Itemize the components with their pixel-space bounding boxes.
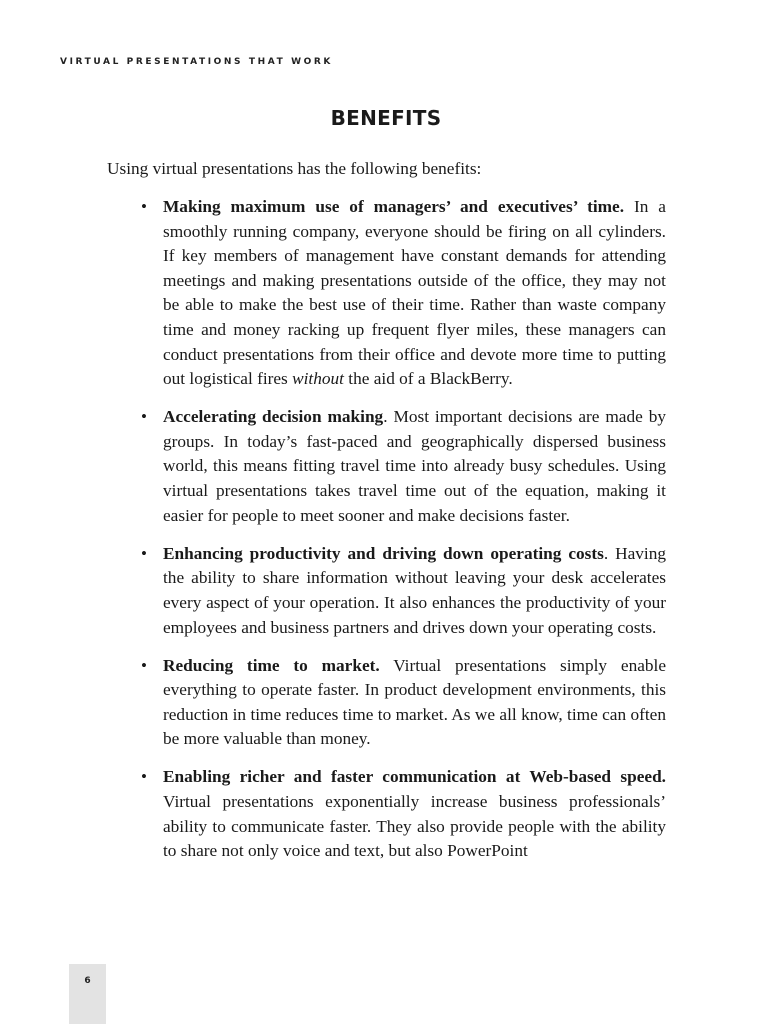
benefit-heading: Enabling richer and faster communication at Web-based speed. bbox=[163, 767, 666, 787]
benefit-body-end: the aid of a BlackBerry. bbox=[343, 369, 513, 389]
benefit-item bbox=[141, 405, 667, 528]
intro-paragraph: Using virtual presentations has the following benefits: bbox=[107, 159, 482, 178]
bullet-icon: • bbox=[141, 407, 147, 427]
page-number: 6 bbox=[84, 976, 91, 986]
benefit-heading: Enhancing productivity and driving down operating costs bbox=[163, 543, 604, 563]
benefit-body: Virtual presentations simply enable everything to operate faster. In product development environments, this reduction in time reduces time to market. As we all know, time can often be more valuable than money. bbox=[163, 655, 666, 749]
bullet-icon: • bbox=[141, 655, 147, 675]
benefit-item bbox=[141, 542, 667, 640]
benefit-body: . Having the ability to share information without leaving your desk accelerates every aspect of your operation. It also enhances the productivity of your employees and business partners and drives down your operating costs. bbox=[163, 543, 667, 637]
benefit-item bbox=[141, 765, 666, 863]
benefit-body: . Most important decisions are made by groups. In today’s fast-paced and geographically dispersed business world, this means fitting travel time into already busy schedules. Using virtual presentations takes travel time out of the equation, making it easier for people to meet sooner and make decisions faster. bbox=[163, 407, 667, 525]
benefit-body: Virtual presentations exponentially increase business professionals’ ability to communicate faster. They also provide people with the ability to share not only voice and text, but also PowerPoint bbox=[163, 792, 666, 861]
bullet-icon: • bbox=[141, 197, 147, 216]
benefit-heading: Reducing time to market. bbox=[163, 655, 380, 675]
benefit-heading: Accelerating decision making bbox=[163, 407, 384, 427]
benefit-list bbox=[141, 195, 667, 877]
benefit-heading: Making maximum use of managers’ and executives’ time. bbox=[163, 197, 625, 216]
bullet-icon: • bbox=[141, 767, 147, 787]
page-number-tab bbox=[69, 964, 106, 1024]
benefit-item bbox=[141, 195, 666, 392]
section-title: BENEFITS bbox=[330, 106, 442, 130]
running-head: VIRTUAL PRESENTATIONS THAT WORK bbox=[60, 57, 333, 67]
benefit-emphasis: without bbox=[292, 369, 344, 389]
bullet-icon: • bbox=[141, 543, 147, 563]
benefit-item bbox=[141, 654, 666, 752]
benefit-body: In a smoothly running company, everyone should be firing on all cylinders. If key members of management have constant demands for attending meetings and making presentations outside of the office, they may not be able to make the best use of their time. Rather than waste company time and money racking up frequent flyer miles, these managers can conduct presentations from their office and devote more time to putting out logistical fires bbox=[163, 197, 666, 389]
